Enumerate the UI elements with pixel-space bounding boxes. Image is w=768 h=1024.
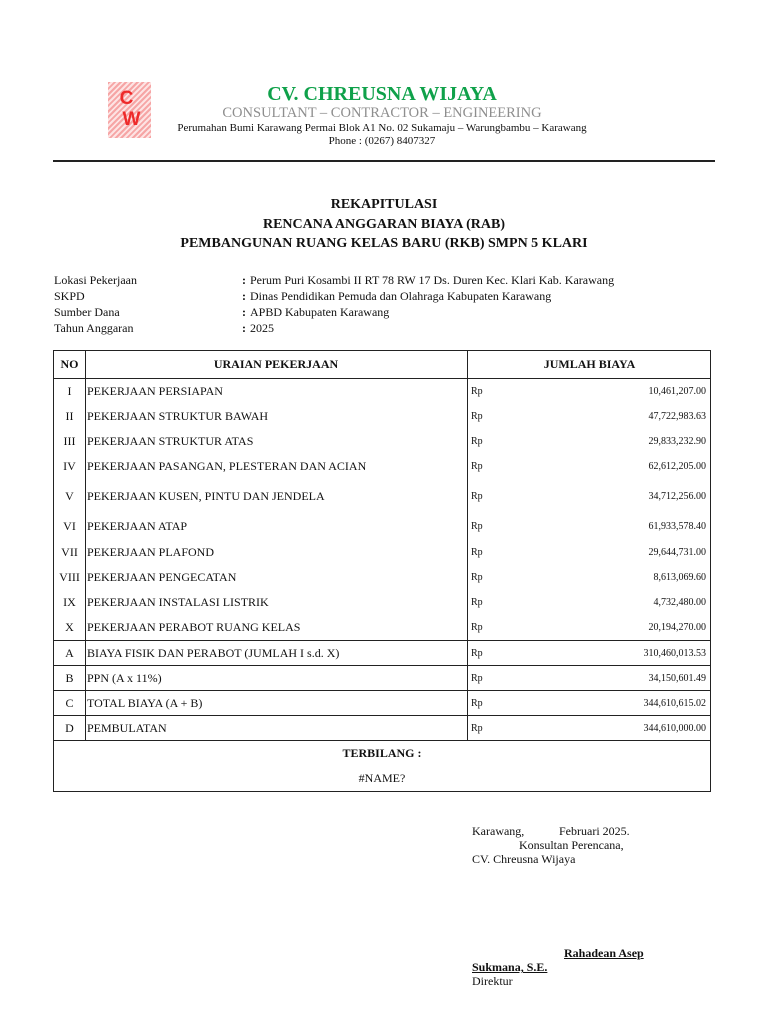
row-amount: 47,722,983.63 (521, 404, 711, 429)
row-no: VI (54, 514, 86, 540)
row-currency: Rp (471, 385, 483, 397)
row-no: IV (54, 454, 86, 479)
row-currency: Rp (471, 460, 483, 472)
header-description: URAIAN PEKERJAAN (86, 351, 468, 379)
signature-place: Karawang, (472, 824, 525, 838)
info-row-location (54, 272, 614, 288)
info-value: Perum Puri Kosambi II RT 78 RW 17 Ds. Duren Kec. Klari Kab. Karawang (250, 273, 615, 287)
row-currency: Rp (471, 490, 483, 502)
row-currency: Rp (468, 666, 522, 691)
row-description: PEKERJAAN KUSEN, PINTU DAN JENDELA (86, 479, 468, 514)
row-amount: 34,150,601.49 (521, 666, 711, 691)
signature-company: CV. Chreusna Wijaya (472, 852, 576, 866)
row-amount: 34,712,256.00 (521, 479, 711, 514)
info-row-funding (54, 304, 614, 320)
info-label: Sumber Dana (54, 305, 120, 319)
row-description: PEMBULATAN (86, 716, 468, 741)
row-no: C (54, 691, 86, 716)
info-colon: : (242, 289, 246, 303)
row-description: PEKERJAAN PENGECATAN (86, 565, 468, 590)
company-name: CV. CHREUSNA WIJAYA (267, 83, 497, 105)
info-label: SKPD (54, 289, 85, 303)
row-currency: Rp (471, 435, 483, 447)
row-description: PPN (A x 11%) (86, 666, 468, 691)
signer-name-line2: Sukmana, S.E. (472, 960, 548, 974)
row-currency: Rp (468, 716, 522, 741)
row-description: PEKERJAAN PASANGAN, PLESTERAN DAN ACIAN (86, 454, 468, 479)
row-no: A (54, 641, 86, 666)
signer-name-line1: Rahadean Asep (564, 946, 644, 960)
project-title: PEMBANGUNAN RUANG KELAS BARU (RKB) SMPN 5 KLARI (180, 236, 588, 251)
row-currency: Rp (468, 641, 522, 666)
summary-row-b (54, 666, 711, 691)
table-row (54, 379, 711, 404)
company-address: Perumahan Bumi Karawang Permai Blok A1 No. 02 Sukamaju – Warungbambu – Karawang (177, 122, 587, 134)
info-value: 2025 (250, 321, 274, 335)
terbilang-label: TERBILANG : (54, 741, 711, 766)
info-row-skpd (54, 288, 614, 304)
info-colon: : (242, 273, 246, 287)
table-row (54, 429, 711, 454)
header-amount: JUMLAH BIAYA (468, 351, 711, 379)
row-no: VII (54, 540, 86, 565)
row-no: II (54, 404, 86, 429)
row-currency: Rp (471, 621, 483, 633)
row-amount: 344,610,000.00 (521, 716, 711, 741)
header-no: NO (54, 351, 86, 379)
table-row (54, 540, 711, 565)
header-divider (53, 160, 715, 162)
row-description: PEKERJAAN ATAP (86, 514, 468, 540)
row-description: PEKERJAAN STRUKTUR BAWAH (86, 404, 468, 429)
summary-row-c (54, 691, 711, 716)
terbilang-value: #NAME? (54, 765, 711, 792)
info-label: Tahun Anggaran (54, 321, 134, 335)
table-row (54, 565, 711, 590)
row-currency: Rp (468, 691, 522, 716)
company-phone: Phone : (0267) 8407327 (328, 135, 436, 147)
table-row (54, 590, 711, 615)
company-logo (108, 82, 151, 138)
row-no: IX (54, 590, 86, 615)
row-currency: Rp (471, 521, 483, 532)
table-row (54, 514, 711, 540)
summary-row-d (54, 716, 711, 741)
row-currency: Rp (471, 410, 483, 422)
row-no: V (54, 479, 86, 514)
row-amount: 62,612,205.00 (521, 454, 711, 479)
row-description: PEKERJAAN PERSIAPAN (86, 379, 468, 404)
row-no: I (54, 379, 86, 404)
row-amount: 344,610,615.02 (521, 691, 711, 716)
info-colon: : (242, 321, 246, 335)
row-no: D (54, 716, 86, 741)
row-description: PEKERJAAN PLAFOND (86, 540, 468, 565)
summary-row-a (54, 641, 711, 666)
info-colon: : (242, 305, 246, 319)
logo-letter-c: C (119, 88, 134, 109)
info-row-year (54, 320, 614, 336)
row-currency: Rp (471, 571, 483, 583)
signature-date: Februari 2025. (559, 824, 630, 838)
row-currency: Rp (471, 596, 483, 608)
row-no: VIII (54, 565, 86, 590)
row-no: X (54, 615, 86, 641)
info-label: Lokasi Pekerjaan (54, 273, 137, 287)
row-amount: 8,613,069.60 (521, 565, 711, 590)
table-row (54, 404, 711, 429)
logo-letter-w: W (122, 109, 141, 130)
row-description: TOTAL BIAYA (A + B) (86, 691, 468, 716)
signature-role: Konsultan Perencana, (519, 838, 624, 852)
row-description: PEKERJAAN PERABOT RUANG KELAS (86, 615, 468, 641)
row-no: B (54, 666, 86, 691)
row-amount: 20,194,270.00 (521, 615, 711, 641)
row-amount: 4,732,480.00 (521, 590, 711, 615)
terbilang-value-row (54, 765, 711, 792)
info-value: Dinas Pendidikan Pemuda dan Olahraga Kabupaten Karawang (250, 289, 552, 303)
table-row (54, 454, 711, 479)
row-description: PEKERJAAN STRUKTUR ATAS (86, 429, 468, 454)
terbilang-label-row (54, 741, 711, 766)
doc-subtitle: RENCANA ANGGARAN BIAYA (RAB) (262, 217, 506, 232)
row-description: BIAYA FISIK DAN PERABOT (JUMLAH I s.d. X) (86, 641, 468, 666)
row-amount: 61,933,578.40 (521, 514, 711, 540)
row-no: III (54, 429, 86, 454)
row-amount: 310,460,013.53 (521, 641, 711, 666)
table-row (54, 615, 711, 641)
row-amount: 29,644,731.00 (521, 540, 711, 565)
row-description: PEKERJAAN INSTALASI LISTRIK (86, 590, 468, 615)
row-amount: 29,833,232.90 (521, 429, 711, 454)
signer-position: Direktur (472, 974, 513, 988)
table-header-row (54, 351, 711, 379)
row-currency: Rp (471, 546, 483, 558)
company-tagline: CONSULTANT – CONTRACTOR – ENGINEERING (222, 105, 542, 121)
rab-summary-table (53, 350, 711, 792)
doc-title: REKAPITULASI (330, 197, 438, 212)
row-amount: 10,461,207.00 (521, 379, 711, 404)
table-row (54, 479, 711, 514)
project-info (54, 272, 614, 336)
info-value: APBD Kabupaten Karawang (250, 305, 390, 319)
